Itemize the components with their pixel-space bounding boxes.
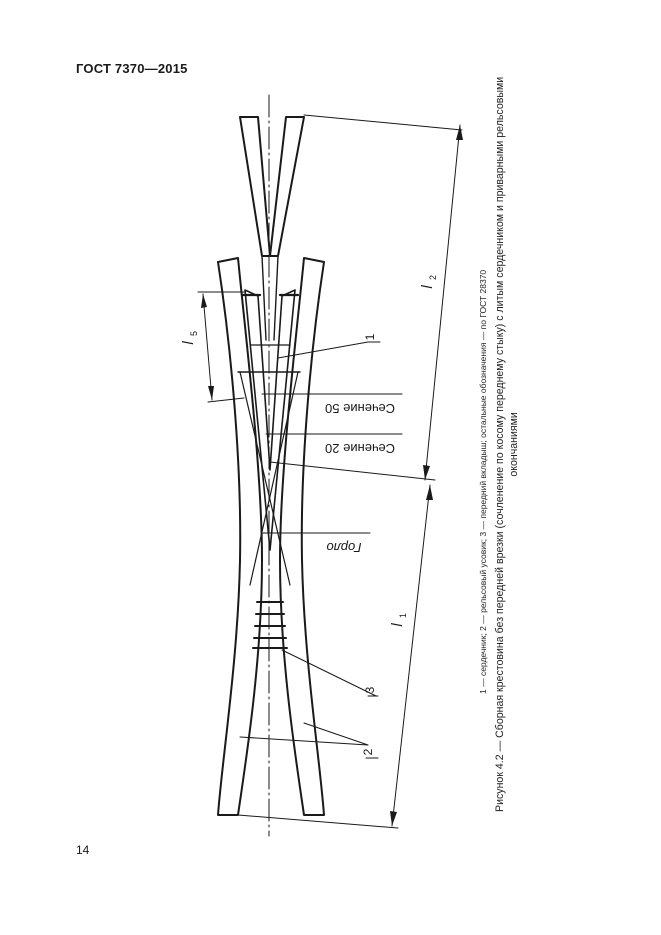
dim-l2-arrow-top xyxy=(456,125,463,140)
item-3-label: 3 xyxy=(363,686,377,694)
figure-caption-line-1: Рисунок 4.2 — Сборная крестовина без передней врезки (сочленение по косому переднему стыку) с литым сердечником и приварными рельсовыми xyxy=(494,76,506,812)
item-1-label: 1 xyxy=(363,333,377,341)
dim-l1-ext-mid xyxy=(270,462,435,480)
wing-rail-right xyxy=(280,258,324,815)
rail-end-left-top xyxy=(240,117,270,256)
dim-l1-arrow-top xyxy=(426,485,433,500)
svg-text:5: 5 xyxy=(189,330,199,336)
dim-l2-ext-top xyxy=(304,115,462,130)
dim-l5-arrow-bottom xyxy=(208,386,214,400)
dim-l5-arrow-top xyxy=(201,294,207,308)
section-50-label: Сечение 50 xyxy=(325,401,395,416)
section-20-label: Сечение 20 xyxy=(325,441,395,456)
dim-l5-label xyxy=(180,331,199,345)
page-number: 14 xyxy=(76,843,90,857)
throat-label: Горло xyxy=(326,540,362,555)
rail-end-inner-right xyxy=(274,256,278,340)
dim-l1-ext-bottom xyxy=(238,815,398,828)
dim-l2-line xyxy=(425,125,460,480)
document-standard-header: ГОСТ 7370—2015 xyxy=(76,61,188,76)
figure-caption-line-2: окончаниями xyxy=(507,412,520,477)
svg-text:l: l xyxy=(389,623,406,627)
svg-text:2: 2 xyxy=(428,274,438,280)
item-3-leader xyxy=(282,650,376,696)
svg-text:1: 1 xyxy=(398,612,408,618)
rail-end-inner-left xyxy=(262,256,266,340)
figure-caption xyxy=(494,77,521,812)
rail-end-right-top xyxy=(270,117,304,256)
dim-l1-arrow-bottom xyxy=(390,811,397,826)
dim-l1-line xyxy=(392,485,430,826)
dim-l5-ext-bottom xyxy=(208,398,244,402)
dim-l1-label xyxy=(389,613,408,627)
svg-text:l: l xyxy=(419,285,436,289)
dim-l5-line xyxy=(203,294,212,400)
figure-legend: 1 — сердечник; 2 — рельсовый усовик; 3 — передний вкладыш; остальные обозначения — по ГОСТ 28370 xyxy=(478,269,488,694)
dim-l2-arrow-bottom xyxy=(423,465,430,480)
wing-rail-left xyxy=(218,258,262,815)
item-2-label: 2 xyxy=(361,748,375,756)
svg-text:l: l xyxy=(180,341,197,345)
item-1-leader xyxy=(278,342,368,358)
dim-l2-label xyxy=(419,275,438,289)
